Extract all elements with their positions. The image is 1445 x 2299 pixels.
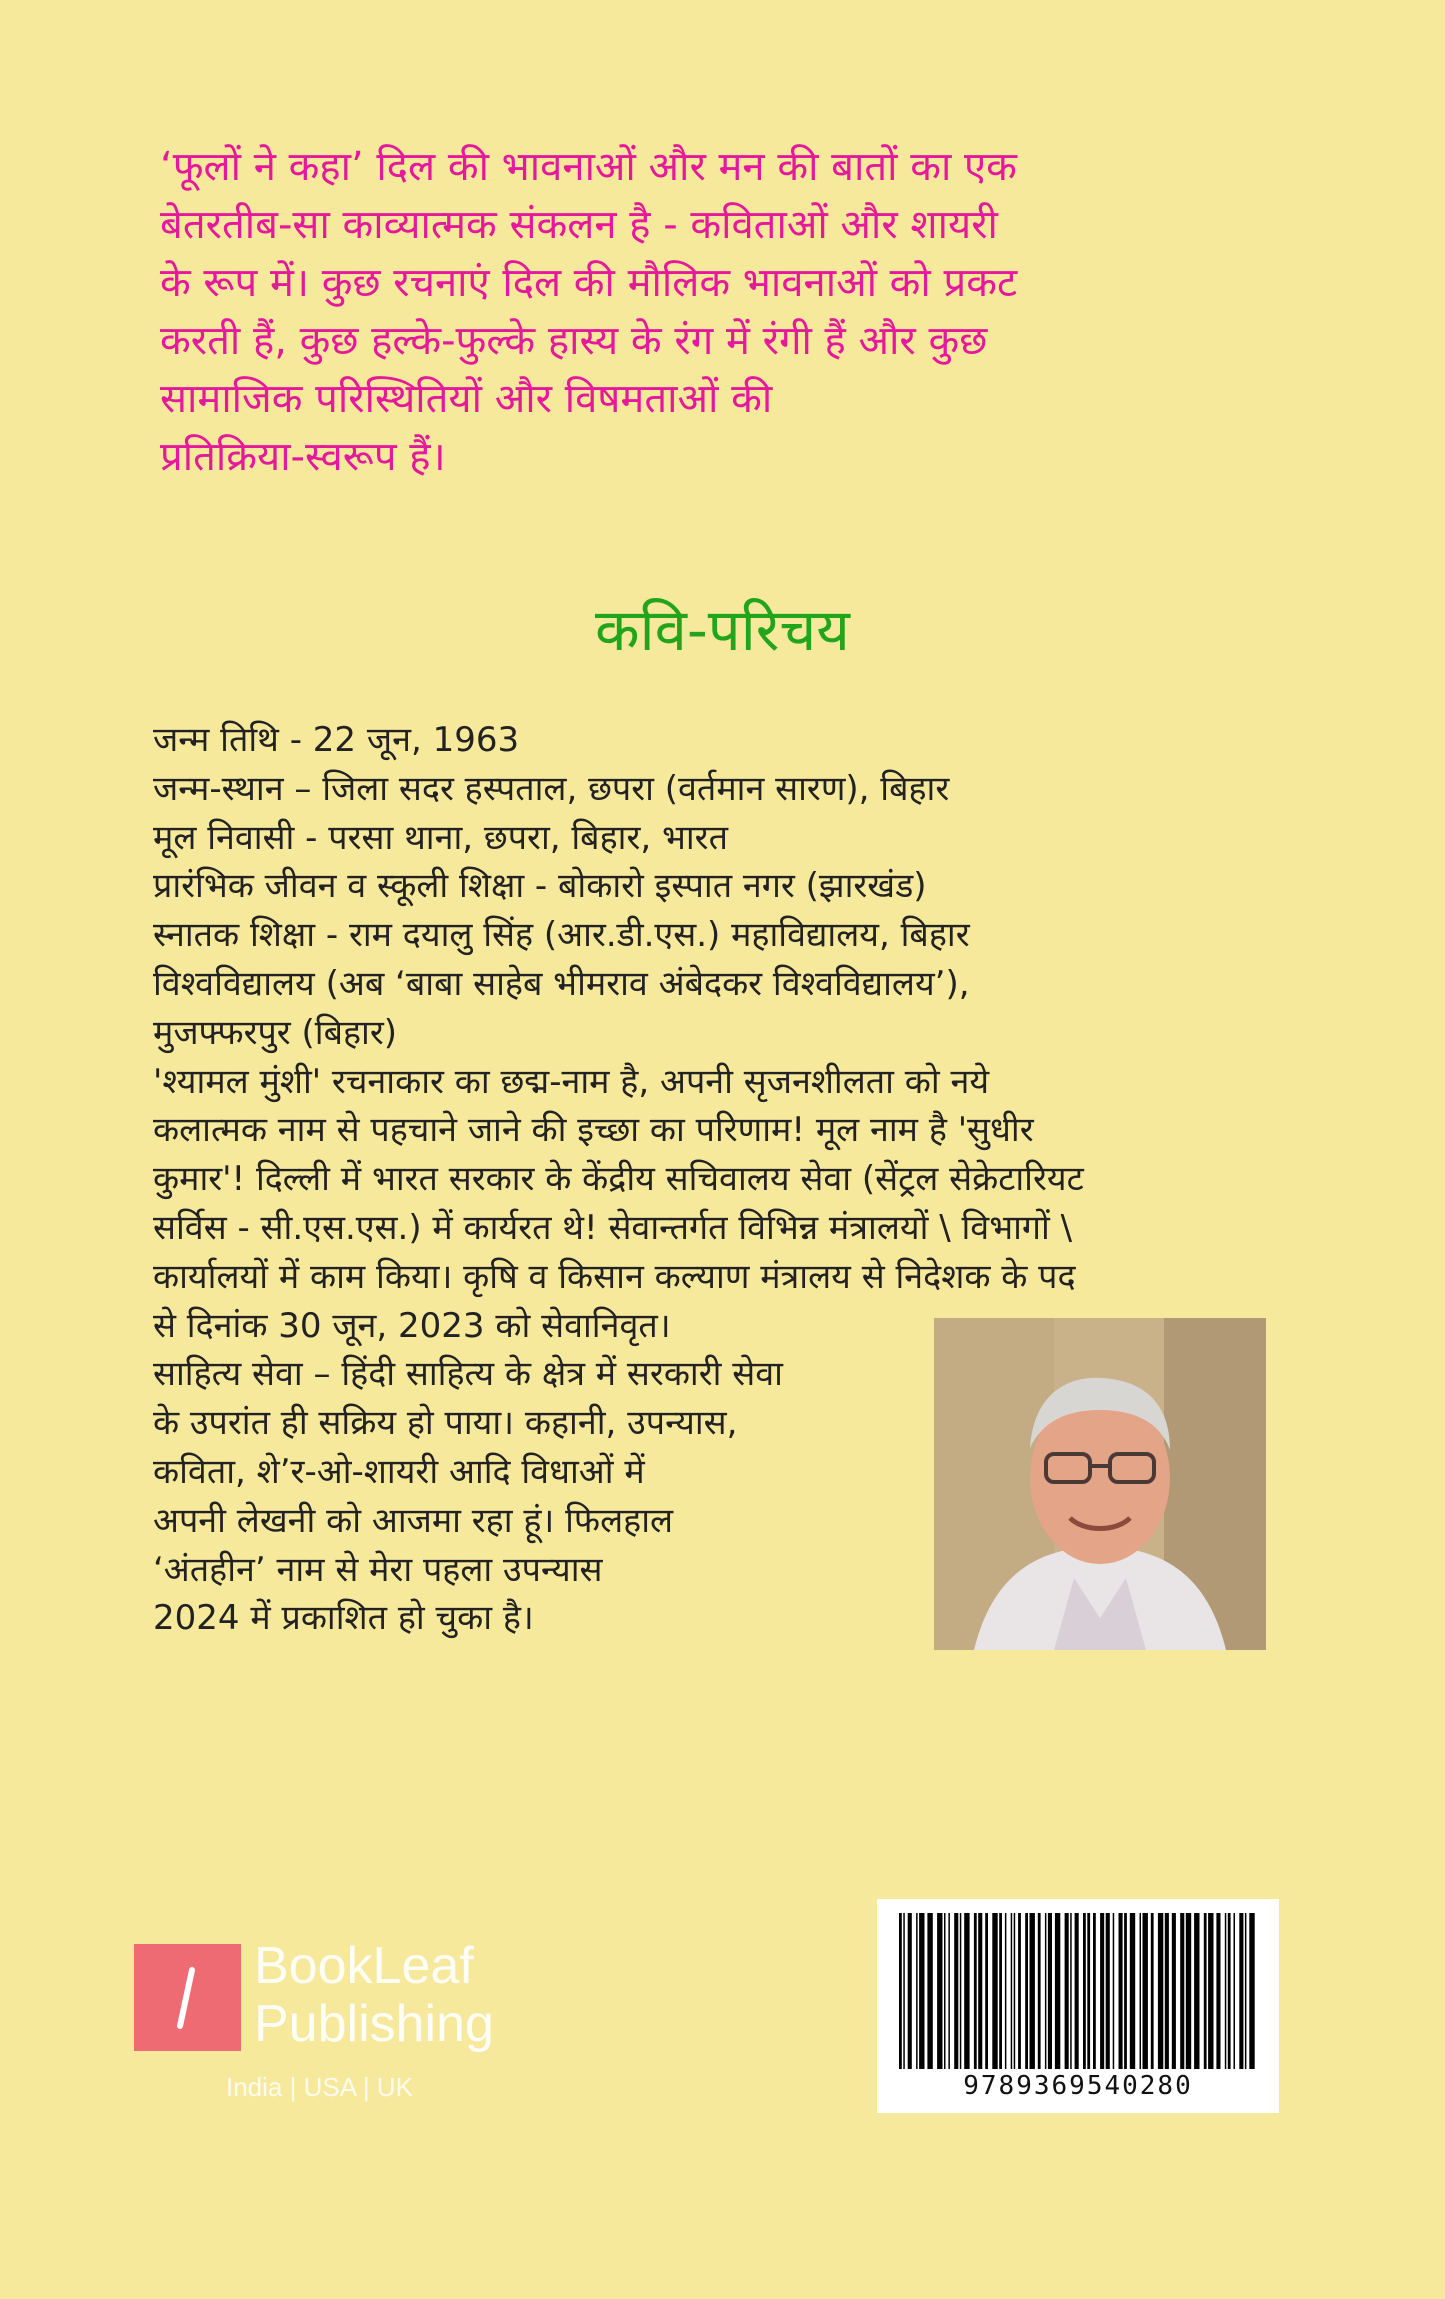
barcode-bar: [1065, 1913, 1069, 2069]
publisher-name-line1: BookLeaf: [254, 1937, 474, 1995]
barcode-bar: [1100, 1913, 1104, 2069]
barcode-bar: [1018, 1913, 1021, 2069]
book-blurb: [160, 138, 1220, 486]
section-title-poet-intro: कवि-परिचय: [595, 596, 850, 664]
barcode-bar: [1234, 1913, 1236, 2069]
bio-line: विश्वविद्यालय (अब ‘बाबा साहेब भीमराव अंबेदकर विश्वविद्यालय’),: [153, 963, 970, 1004]
barcode-bar: [1075, 1913, 1079, 2069]
bio-line: जन्म-स्थान – जिला सदर हस्पताल, छपरा (वर्तमान सारण), बिहार: [153, 768, 950, 809]
barcode-bar: [1106, 1913, 1110, 2069]
bio-line: के उपरांत ही सक्रिय हो पाया। कहानी, उपन्यास,: [153, 1403, 738, 1444]
barcode-bar: [937, 1913, 942, 2069]
barcode-bar: [1119, 1913, 1123, 2069]
barcode-bar: [999, 1913, 1002, 2069]
barcode-bar: [1093, 1913, 1096, 2069]
barcode-bar: [1070, 1913, 1072, 2069]
barcode-bar: [903, 1913, 905, 2069]
isbn-number: 9789369540280: [963, 2071, 1193, 2101]
bio-line: मुजफ्फरपुर (बिहार): [153, 1012, 398, 1053]
barcode-bar: [1194, 1913, 1199, 2069]
barcode-bar: [1180, 1913, 1184, 2069]
bio-line: कलात्मक नाम से पहचाने जाने की इच्छा का परिणाम! मूल नाम है 'सुधीर: [153, 1110, 1034, 1151]
barcode-bar: [1225, 1913, 1227, 2069]
barcode-bar: [1087, 1913, 1090, 2069]
barcode-bar: [944, 1913, 946, 2069]
bio-line: अपनी लेखनी को आजमा रहा हूं। फिलहाल: [153, 1500, 674, 1541]
bio-line: साहित्य सेवा – हिंदी साहित्य के क्षेत्र में सरकारी सेवा: [153, 1354, 783, 1395]
barcode-bar: [1186, 1913, 1191, 2069]
barcode-bar: [1083, 1913, 1086, 2069]
barcode-bar: [1124, 1913, 1127, 2069]
barcode-bar: [1216, 1913, 1220, 2069]
bio-line: सर्विस - सी.एस.एस.) में कार्यरत थे! सेवान्तर्गत विभिन्न मंत्रालयों \ विभागों \: [153, 1207, 1073, 1248]
barcode-bar: [927, 1913, 932, 2069]
barcode-bar: [992, 1913, 997, 2069]
barcode-bar: [1228, 1913, 1231, 2069]
bio-line: मूल निवासी - परसा थाना, छपरा, बिहार, भारत: [153, 817, 728, 858]
publisher-logo: [134, 1944, 241, 2051]
barcode-bar: [1038, 1913, 1041, 2069]
barcode-bar: [1158, 1913, 1163, 2069]
bio-line: जन्म तिथि - 22 जून, 1963: [153, 720, 520, 760]
barcode-bar: [1011, 1913, 1013, 2069]
barcode-bar: [908, 1913, 912, 2069]
barcode-bar: [1014, 1913, 1016, 2069]
bio-line: ‘अंतहीन’ नाम से मेरा पहला उपन्यास: [153, 1549, 603, 1590]
bio-line: स्नातक शिक्षा - राम दयालु सिंह (आर.डी.एस.) महाविद्यालय, बिहार: [153, 915, 970, 956]
author-portrait-icon: [934, 1318, 1266, 1650]
barcode-bar: [964, 1913, 969, 2069]
barcode-bar: [1204, 1913, 1207, 2069]
blurb-line: के रूप में। कुछ रचनाएं दिल की मौलिक भावनाओं को प्रकट: [160, 260, 1018, 306]
barcode-bar: [1140, 1913, 1142, 2069]
isbn-barcode: [877, 1899, 1279, 2113]
barcode-bar: [1030, 1913, 1035, 2069]
barcode-icon: [897, 1913, 1259, 2069]
barcode-bar: [1172, 1913, 1176, 2069]
barcode-bar: [1249, 1913, 1254, 2069]
barcode-bar: [1165, 1913, 1169, 2069]
barcode-bar: [974, 1913, 977, 2069]
barcode-bar: [1025, 1913, 1028, 2069]
publisher-name: [254, 1937, 494, 2053]
barcode-bar: [985, 1913, 988, 2069]
bio-line: से दिनांक 30 जून, 2023 को सेवानिवृत।: [153, 1305, 671, 1346]
bio-line: 'श्यामल मुंशी' रचनाकार का छद्म-नाम है, अपनी सृजनशीलता को नये: [153, 1061, 990, 1102]
barcode-bar: [1151, 1913, 1154, 2069]
bio-line: प्रारंभिक जीवन व स्कूली शिक्षा - बोकारो इस्पात नगर (झारखंड): [153, 866, 927, 907]
bio-line: कविता, शे’र-ओ-शायरी आदि विधाओं में: [153, 1451, 645, 1492]
barcode-bar: [1113, 1913, 1115, 2069]
blurb-line: ‘फूलों ने कहा’ दिल की भावनाओं और मन की बातों का एक: [160, 144, 1017, 190]
barcode-bar: [899, 1913, 902, 2069]
author-photo: [934, 1318, 1266, 1650]
barcode-bar: [916, 1913, 918, 2069]
barcode-bar: [1245, 1913, 1247, 2069]
barcode-bar: [978, 1913, 982, 2069]
blurb-line: प्रतिक्रिया-स्वरूप हैं।: [160, 434, 446, 480]
barcode-bar: [1048, 1913, 1052, 2069]
barcode-bar: [1055, 1913, 1060, 2069]
blurb-line: सामाजिक परिस्थितियों और विषमताओं की: [160, 376, 773, 422]
bio-line: 2024 में प्रकाशित हो चुका है।: [153, 1598, 534, 1639]
barcode-bar: [1208, 1913, 1213, 2069]
barcode-bar: [954, 1913, 958, 2069]
barcode-bar: [1045, 1913, 1047, 2069]
barcode-bar: [919, 1913, 924, 2069]
barcode-bar: [1130, 1913, 1135, 2069]
slash-icon: [134, 1944, 241, 2051]
blurb-line: करती हैं, कुछ हल्के-फुल्के हास्य के रंग में रंगी हैं और कुछ: [160, 318, 988, 364]
barcode-bar: [1005, 1913, 1007, 2069]
bio-line: कुमार'! दिल्ली में भारत सरकार के केंद्रीय सचिवालय सेवा (सेंट्रल सेक्रेटारियट: [153, 1159, 1084, 1200]
barcode-bar: [1143, 1913, 1148, 2069]
publisher-name-line2: Publishing: [254, 1995, 494, 2053]
blurb-line: बेतरतीब-सा काव्यात्मक संकलन है - कविताओं और शायरी: [160, 202, 998, 248]
barcode-bar: [948, 1913, 950, 2069]
barcode-bar: [1239, 1913, 1243, 2069]
bio-line: कार्यालयों में काम किया। कृषि व किसान कल्याण मंत्रालय से निदेशक के पद: [153, 1256, 1076, 1297]
publisher-regions: India | USA | UK: [226, 2072, 413, 2102]
barcode-bar: [960, 1913, 962, 2069]
